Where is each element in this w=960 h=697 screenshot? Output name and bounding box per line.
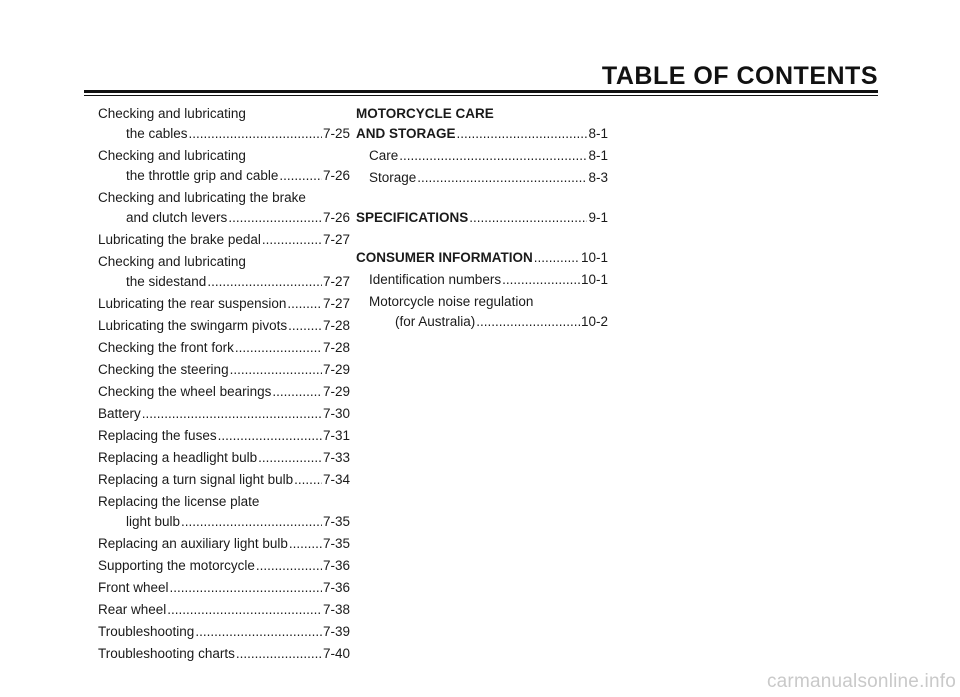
toc-leader-dots — [502, 270, 580, 290]
toc-entry-label: Checking the steering — [98, 362, 229, 377]
toc-leader-dots — [534, 248, 580, 268]
toc-entry-storage[interactable] — [356, 168, 608, 188]
toc-leader-dots — [228, 208, 322, 228]
toc-entry[interactable] — [98, 448, 350, 468]
toc-entry-label: Care — [369, 148, 399, 163]
toc-entry[interactable] — [98, 230, 350, 250]
toc-section-title-line: MOTORCYCLE CARE — [356, 106, 494, 121]
toc-page-number: 7-27 — [322, 232, 350, 247]
toc-entry-label: Replacing the fuses — [98, 428, 217, 443]
toc-entry[interactable] — [98, 146, 350, 186]
toc-entry-label: the sidestand — [126, 274, 207, 289]
toc-page-number: 7-26 — [322, 168, 350, 183]
toc-entry[interactable] — [98, 104, 350, 144]
toc-leader-dots — [469, 208, 587, 228]
toc-page-number: 7-36 — [322, 558, 350, 573]
toc-entry[interactable] — [98, 382, 350, 402]
toc-page-number: 10-1 — [580, 272, 608, 287]
page-title: TABLE OF CONTENTS — [601, 62, 878, 90]
toc-leader-dots — [289, 534, 322, 554]
toc-leader-dots — [476, 312, 580, 332]
toc-page-number: 8-1 — [588, 126, 608, 141]
toc-page-number: 7-39 — [322, 624, 350, 639]
toc-page-number: 7-36 — [322, 580, 350, 595]
toc-entry-label: Troubleshooting — [98, 624, 195, 639]
toc-page-number: 8-3 — [588, 170, 608, 185]
toc-leader-dots — [287, 294, 322, 314]
toc-entry-label: Troubleshooting charts — [98, 646, 235, 661]
toc-entry-label: Battery — [98, 406, 141, 421]
toc-page-number: 7-34 — [322, 472, 350, 487]
toc-section-title: SPECIFICATIONS — [356, 210, 469, 225]
toc-page-number: 7-29 — [322, 362, 350, 377]
toc-entry[interactable] — [98, 644, 350, 664]
toc-entry[interactable] — [98, 404, 350, 424]
toc-entry-label: Replacing a turn signal light bulb — [98, 472, 294, 487]
toc-entry[interactable] — [98, 534, 350, 554]
toc-page-number: 7-35 — [322, 514, 350, 529]
toc-entry-label: Storage — [369, 170, 417, 185]
toc-leader-dots — [256, 556, 322, 576]
toc-leader-dots — [417, 168, 587, 188]
title-rule-thick — [84, 90, 878, 93]
toc-leader-dots — [457, 124, 588, 144]
section-gap — [356, 190, 608, 208]
toc-leader-dots — [142, 404, 322, 424]
toc-page-number: 7-26 — [322, 210, 350, 225]
toc-page-number: 8-1 — [588, 148, 608, 163]
toc-page-number: 7-27 — [322, 274, 350, 289]
toc-leader-dots — [181, 512, 322, 532]
toc-entry[interactable] — [98, 600, 350, 620]
toc-page-number: 7-28 — [322, 318, 350, 333]
toc-entry-label: the cables — [126, 126, 188, 141]
toc-entry-label: the throttle grip and cable — [126, 168, 279, 183]
toc-leader-dots — [235, 338, 322, 358]
toc-entry-label: Checking the front fork — [98, 340, 234, 355]
toc-entry-label: Lubricating the brake pedal — [98, 232, 261, 247]
toc-entry-label: Identification numbers — [369, 272, 502, 287]
toc-leader-dots — [167, 600, 322, 620]
toc-entry[interactable] — [98, 578, 350, 598]
toc-entry-line: Checking and lubricating — [98, 106, 246, 121]
toc-right-column — [356, 104, 608, 334]
toc-page-number: 7-38 — [322, 602, 350, 617]
toc-page-number: 7-25 — [322, 126, 350, 141]
watermark-text: carmanualsonline.info — [766, 671, 956, 692]
toc-entry-line: Checking and lubricating the brake — [98, 190, 306, 205]
toc-entry[interactable] — [98, 316, 350, 336]
toc-entry[interactable] — [98, 470, 350, 490]
toc-leader-dots — [189, 124, 322, 144]
section-gap — [356, 230, 608, 248]
toc-leader-dots — [195, 622, 322, 642]
toc-entry-label: Supporting the motorcycle — [98, 558, 255, 573]
toc-page-number: 7-27 — [322, 296, 350, 311]
toc-entry-label: Replacing an auxiliary light bulb — [98, 536, 288, 551]
toc-leader-dots — [170, 578, 322, 598]
toc-leader-dots — [258, 448, 322, 468]
toc-leader-dots — [207, 272, 322, 292]
toc-entry-label: Checking the wheel bearings — [98, 384, 272, 399]
toc-entry-care[interactable] — [356, 146, 608, 166]
toc-entry-label: Replacing a headlight bulb — [98, 450, 258, 465]
toc-page-number: 9-1 — [588, 210, 608, 225]
toc-leader-dots — [262, 230, 322, 250]
toc-leader-dots — [236, 644, 322, 664]
toc-entry-label: Rear wheel — [98, 602, 167, 617]
toc-section-consumer-information[interactable] — [356, 248, 608, 268]
toc-entry[interactable] — [98, 360, 350, 380]
toc-page-number: 7-30 — [322, 406, 350, 421]
toc-section-motorcycle-care[interactable] — [356, 104, 608, 144]
toc-leader-dots — [399, 146, 587, 166]
toc-leader-dots — [272, 382, 322, 402]
toc-entry[interactable] — [98, 338, 350, 358]
toc-entry-label: Lubricating the swingarm pivots — [98, 318, 288, 333]
toc-page-number: 7-28 — [322, 340, 350, 355]
toc-entry[interactable] — [98, 556, 350, 576]
toc-page-number: 10-2 — [580, 314, 608, 329]
toc-page-number: 7-29 — [322, 384, 350, 399]
toc-entry-label: Lubricating the rear suspension — [98, 296, 287, 311]
toc-page-number: 10-1 — [580, 250, 608, 265]
toc-leader-dots — [218, 426, 322, 446]
toc-section-title: AND STORAGE — [356, 126, 456, 141]
toc-entry-line: Checking and lubricating — [98, 148, 246, 163]
toc-left-column — [98, 104, 350, 666]
toc-page-number: 7-31 — [322, 428, 350, 443]
toc-entry-label: light bulb — [126, 514, 181, 529]
toc-entry[interactable] — [98, 622, 350, 642]
toc-entry-label: and clutch levers — [126, 210, 228, 225]
toc-leader-dots — [294, 470, 322, 490]
toc-entry-label: (for Australia) — [395, 314, 476, 329]
toc-entry[interactable] — [98, 294, 350, 314]
toc-page-number: 7-33 — [322, 450, 350, 465]
toc-page-number: 7-40 — [322, 646, 350, 661]
toc-leader-dots — [288, 316, 322, 336]
toc-entry-line: Checking and lubricating — [98, 254, 246, 269]
toc-entry[interactable] — [98, 426, 350, 446]
toc-entry[interactable] — [98, 252, 350, 292]
toc-entry-line: Replacing the license plate — [98, 494, 260, 509]
toc-entry[interactable] — [98, 188, 350, 228]
toc-section-specifications[interactable] — [356, 208, 608, 228]
toc-entry-label: Front wheel — [98, 580, 169, 595]
toc-page-number: 7-35 — [322, 536, 350, 551]
toc-section-title: CONSUMER INFORMATION — [356, 250, 533, 265]
toc-entry-line: Motorcycle noise regulation — [369, 294, 534, 309]
toc-leader-dots — [279, 166, 322, 186]
toc-leader-dots — [230, 360, 322, 380]
title-rule-thin — [84, 95, 878, 96]
toc-entry-noise-regulation[interactable] — [356, 292, 608, 332]
toc-entry[interactable] — [98, 492, 350, 532]
toc-entry-identification-numbers[interactable] — [356, 270, 608, 290]
